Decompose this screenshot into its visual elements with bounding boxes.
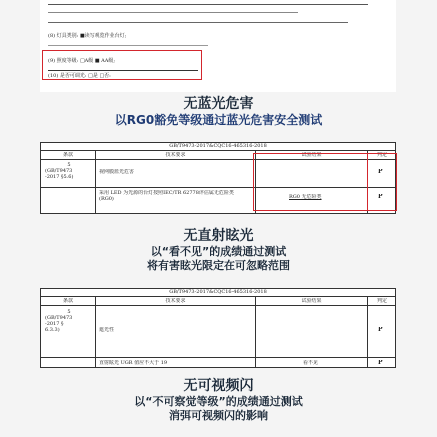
dimmable-line: (10) 是否可调光: □是 □否: [48, 73, 111, 79]
clause-line: 6.3.3) [45, 327, 60, 333]
section-subtitle: 以“看不见”的成绩通过测试 [150, 245, 287, 258]
text-scan-line [48, 45, 208, 46]
table-row-clause [45, 309, 93, 333]
requirement-text: 遮光性 [99, 327, 115, 333]
verdict-pass: P [378, 169, 383, 175]
standard-label: GB/T9473-2017&CQC16-465316-2018 [41, 289, 395, 297]
header-clause: 条款 [62, 152, 73, 158]
header-result: 试验结果 [301, 152, 322, 158]
glare-test-table [40, 288, 396, 368]
flicker-heading [0, 378, 437, 423]
clause-line: -2017 § [45, 321, 64, 327]
col-divider [95, 297, 96, 367]
section-title: 无蓝光危害 [183, 96, 254, 112]
col-divider [255, 297, 256, 367]
blue-light-heading [0, 96, 437, 128]
highlight-box [367, 153, 397, 211]
text-scan-line [48, 22, 348, 23]
verdict-pass: P [378, 194, 383, 200]
clause-line: 5 [67, 309, 71, 315]
header-verdict: 判定 [376, 152, 387, 158]
section-title: 无可视频闪 [183, 378, 254, 394]
verdict-pass: P [378, 327, 383, 333]
result-text: 看不见 [303, 360, 319, 366]
blue-light-test-table [40, 142, 396, 214]
col-divider [95, 151, 96, 213]
verdict-pass: P [378, 360, 383, 366]
header-requirement: 技术要求 [165, 298, 186, 304]
text-scan-line [48, 12, 298, 13]
lamp-type-line: (8) 灯具类别: ■读写观览作业台灯; [48, 33, 127, 39]
requirement-text: 采用 LED 为光源的台灯按照IEC/TR 62778评估属无危险类 (RG0) [99, 190, 234, 202]
header-clause: 条款 [62, 298, 73, 304]
section-title: 无直射眩光 [183, 228, 254, 244]
glare-heading [0, 228, 437, 273]
section-subtitle-2: 消弭可视频闪的影响 [169, 409, 268, 422]
clause-line: (GB/T9473 [45, 168, 73, 174]
text-scan-line [48, 4, 368, 5]
clause-line: 5 [67, 162, 71, 168]
section-subtitle: 以RG0豁免等级通过蓝光危害安全测试 [114, 113, 323, 127]
standard-label: GB/T9473-2017&CQC16-465316-2018 [41, 143, 395, 151]
clause-line: (GB/T9473 [45, 315, 73, 321]
requirement-text: 视网膜蓝光危害 [99, 169, 135, 175]
result-text: RG0 无危险类 [289, 194, 322, 200]
col-divider [367, 297, 368, 367]
top-document-fragment [40, 0, 396, 92]
table-row-clause [45, 162, 93, 180]
header-requirement: 技术要求 [165, 152, 186, 158]
section-subtitle: 以“不可察觉等级”的成绩通过测试 [134, 395, 303, 408]
clause-line: -2017 §5.6) [45, 174, 74, 180]
header-verdict: 判定 [376, 298, 387, 304]
requirement-text: 直射眩光 UGR 值应不大于 19 [99, 360, 168, 366]
underline [48, 70, 198, 71]
illuminance-level-line: (9) 照度等级: □A级 ■ AA级; [48, 58, 116, 64]
section-subtitle-2: 将有害眩光限定在可忽略范围 [147, 259, 290, 272]
header-result: 试验结果 [301, 298, 322, 304]
